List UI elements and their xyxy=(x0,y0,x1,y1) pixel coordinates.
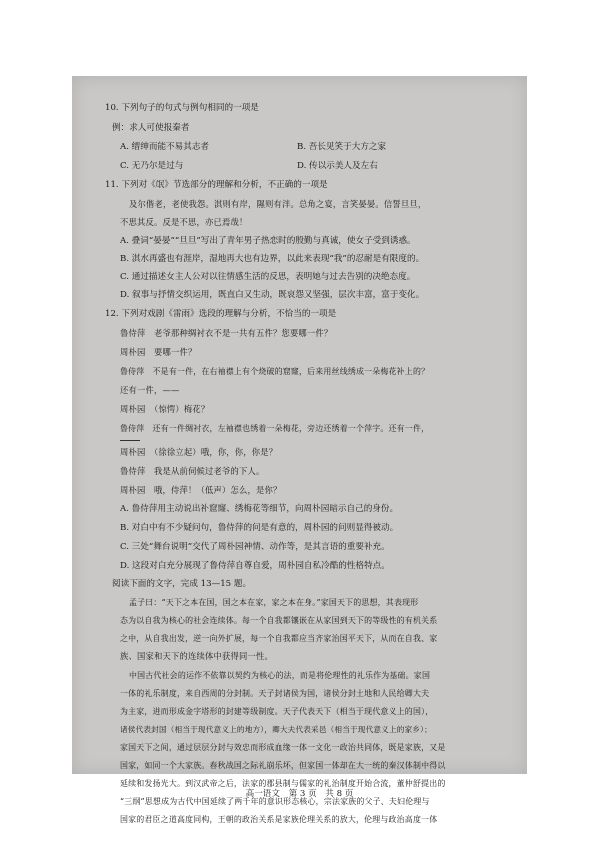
reading-instruction: 阅读下面的文字，完成 13—15 题。 xyxy=(112,579,252,589)
question-11-stem: 11. 下列对《氓》节选部分的理解和分析，不正确的一项是 xyxy=(105,180,328,190)
passage-p2-line-8: “三纲”思想成为古代中国延续了两千年的意识形态核心，宗法家族的父子、夫妇伦理与 xyxy=(120,797,430,806)
question-10-option-a: A. 缙绅而能不易其志者 xyxy=(120,142,210,152)
script-line-6: 鲁侍萍 还有一件绸衬衣，左袖襟也绣着一朵梅花，旁边还绣着一个萍字。还有一件， xyxy=(120,424,430,433)
script-dash xyxy=(120,440,140,441)
script-line-3: 鲁侍萍 不是有一件，在右袖襟上有个烧破的窟窿，后来用丝线绣成一朵梅花补上的？ xyxy=(120,367,430,376)
question-12-option-c: C. 三处“舞台说明”交代了周朴园神情、动作等，是其言语的重要补充。 xyxy=(120,542,390,552)
script-line-2: 周朴园 要哪一件？ xyxy=(120,347,197,357)
question-12-option-a: A. 鲁侍萍用主动说出补窟窿、绣梅花等细节，向周朴园暗示自己的身份。 xyxy=(120,504,399,514)
passage-p2-line-1: 中国古代社会的运作不依靠以契约为核心的法，而是将伦理性的礼乐作为基础。家国 xyxy=(129,671,431,680)
passage-p2-line-2: 一体的礼乐制度，来自西周的分封制。天子封诸侯为国，诸侯分封土地和人民给卿大夫 xyxy=(120,689,430,698)
passage-p2-line-3: 为主家，进而形成金字塔形的封建等级制度。天子代表天下（相当于现代意义上的国）， xyxy=(120,707,434,716)
question-11-option-d: D. 叙事与抒情交织运用，既直白又生动，既哀怨又坚强，层次丰富，富于变化。 xyxy=(120,290,425,300)
question-10-option-b: B. 吾长见笑于大方之家 xyxy=(297,142,387,152)
question-11-option-c: C. 通过描述女主人公对以往情感生活的反思，表明她与过去告别的决绝态度。 xyxy=(120,272,416,282)
script-line-8: 鲁侍萍 我是从前伺候过老爷的下人。 xyxy=(120,466,265,476)
passage-p2-line-7: 延续和发扬光大。到汉武帝之后，法家的郡县制与儒家的礼治制度开始合流，董仲舒提出的 xyxy=(120,779,446,788)
passage-p2-line-4: 诸侯代表封国（相当于现代意义上的地方），卿大夫代表采邑（相当于现代意义上的家乡）； xyxy=(120,725,432,734)
page-footer: 高一语文 第 3 页 共 8 页 xyxy=(245,789,354,799)
question-12-option-d: D. 这段对白充分展现了鲁侍萍自尊自爱，周朴园自私冷酷的性格特点。 xyxy=(120,561,390,571)
question-10-example: 例：求人可使报秦者 xyxy=(112,123,190,133)
question-10-stem: 10. 下列句子的句式与例句相同的一项是 xyxy=(105,103,259,113)
script-line-4: 还有一件，—— xyxy=(120,385,180,395)
poem-line-1: 及尔偕老，老使我怨。淇则有岸，隰则有泮。总角之宴，言笑晏晏。信誓旦旦， xyxy=(129,199,427,209)
script-line-1: 鲁侍萍 老爷那种绸衬衣不是一共有五件？您要哪一件？ xyxy=(120,328,333,338)
passage-p1-line-1: 孟子曰：“天下之本在国，国之本在家，家之本在身。”家国天下的思想，其表现形 xyxy=(129,598,419,607)
passage-p1-line-3: 之中，从自我出发，逆一向外扩展，每一个自我都应当齐家治国平天下，从而在自我、家 xyxy=(120,634,438,643)
passage-p2-line-6: 国家，如同一个大家族。春秋战国之际礼崩乐坏，但家国一体却在大一统的秦汉体制中得以 xyxy=(120,761,446,770)
poem-line-2: 不思其反。反是不思，亦已焉哉！ xyxy=(120,217,248,227)
passage-p2-line-9: 国家的君臣之道高度同构，王朝的政治关系是家族伦理关系的放大，伦理与政治高度一体 xyxy=(120,815,438,824)
question-11-option-a: A. 叠词“晏晏”“旦旦”写出了青年男子热恋时的殷勤与真诚，使女子受到诱惑。 xyxy=(120,236,416,246)
script-line-5: 周朴园 （惊愕）梅花？ xyxy=(120,404,210,414)
question-12-option-b: B. 对白中有不少疑问句，鲁侍萍的问是有意的，周朴园的问则显得被动。 xyxy=(120,523,399,533)
question-12-stem: 12. 下列对戏剧《雷雨》选段的理解与分析，不恰当的一项是 xyxy=(105,309,337,319)
passage-p1-line-2: 态为以自我为核心的社会连续体。每一个自我都镶嵌在从家国到天下的等级性的有机关系 xyxy=(120,616,438,625)
passage-p2-line-5: 家国天下之间，通过层层分封与效忠而形成血缘一体一文化一政治共同体，既是家族，又是 xyxy=(120,743,446,752)
question-10-option-c: C. 无乃尔是过与 xyxy=(120,161,184,171)
passage-p1-line-4: 族、国家和天下的连续体中获得同一性。 xyxy=(120,651,273,661)
question-10-option-d: D. 传以示美人及左右 xyxy=(297,161,378,171)
script-line-7: 周朴园 （徐徐立起）哦，你，你，你是？ xyxy=(120,447,278,457)
script-line-9: 周朴园 哦，侍萍！（低声）怎么，是你？ xyxy=(120,485,282,495)
question-11-option-b: B. 淇水再盛也有涯岸，湿地再大也有边界，以此来表现“我”的忍耐是有限度的。 xyxy=(120,254,425,264)
